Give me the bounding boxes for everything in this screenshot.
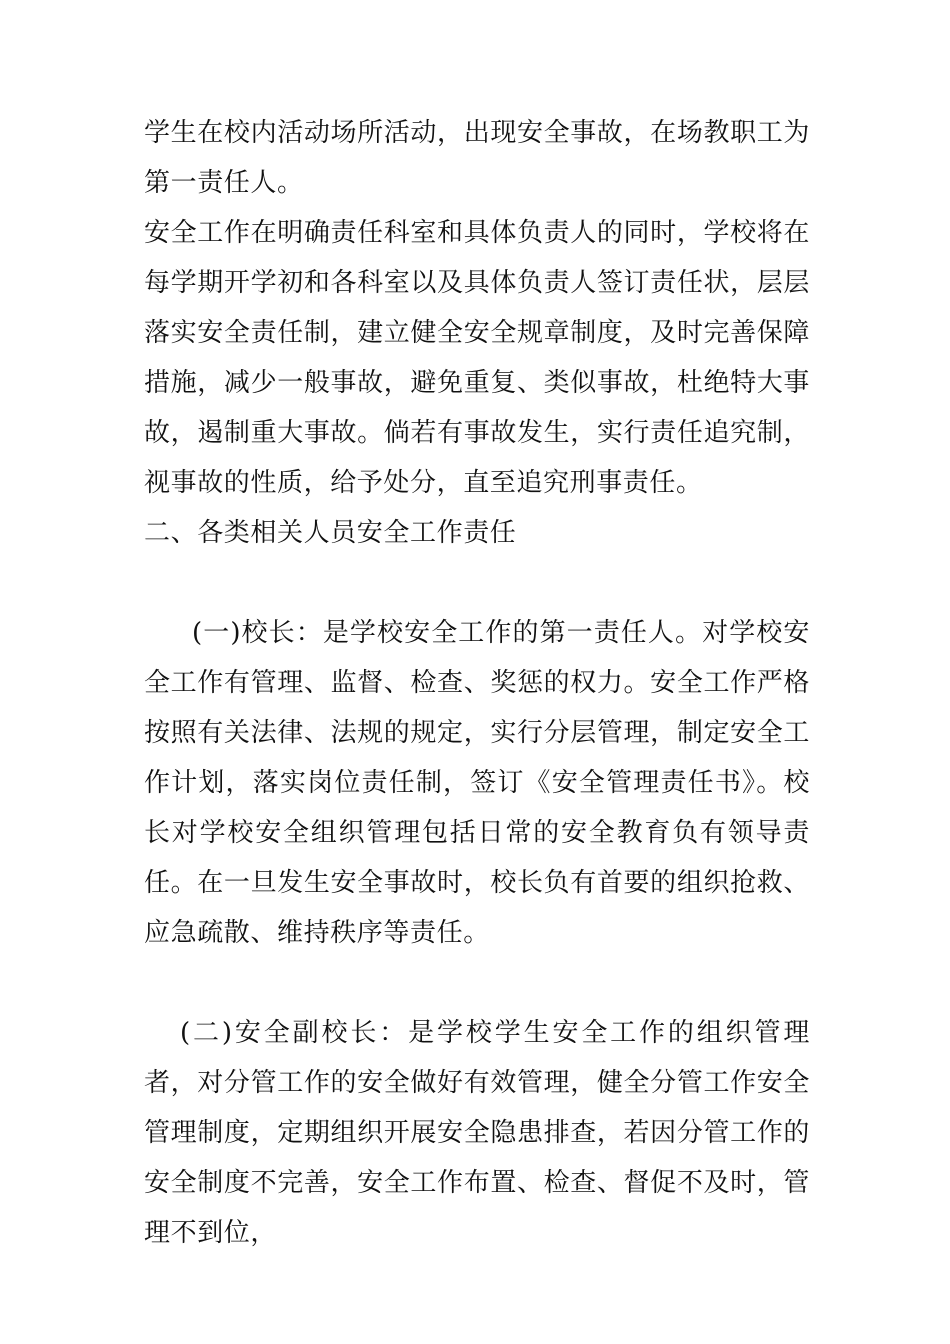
- paragraph-responsibility-system: 安全工作在明确责任科室和具体负责人的同时，学校将在每学期开学初和各科室以及具体负责人签订责任状，层层落实安全责任制，建立健全安全规章制度，及时完善保障措施，减少一般事故，避免重复、类似事故，杜绝特大事故，遏制重大事故。倘若有事故发生，实行责任追究制，视事故的性质，给予处分，直至追究刑事责任。: [144, 218, 810, 498]
- paragraph-vice-principal: (二)安全副校长：是学校学生安全工作的组织管理者，对分管工作的安全做好有效管理，健全分管工作安全管理制度，定期组织开展安全隐患排查，若因分管工作的安全制度不完善，安全工作布置、检查、督促不及时，管理不到位，: [144, 1018, 810, 1248]
- section-heading-2: 二、各类相关人员安全工作责任: [144, 518, 517, 548]
- paragraph-on-site-staff: 学生在校内活动场所活动，出现安全事故，在场教职工为第一责任人。: [144, 118, 810, 198]
- paragraph-principal: (一)校长：是学校安全工作的第一责任人。对学校安全工作有管理、监督、检查、奖惩的权力。安全工作严格按照有关法律、法规的规定，实行分层管理，制定安全工作计划，落实岗位责任制，签订《安全管理责任书》。校长对学校安全组织管理包括日常的安全教育负有领导责任。在一旦发生安全事故时，校长负有首要的组织抢救、应急疏散、维持秩序等责任。: [144, 618, 810, 948]
